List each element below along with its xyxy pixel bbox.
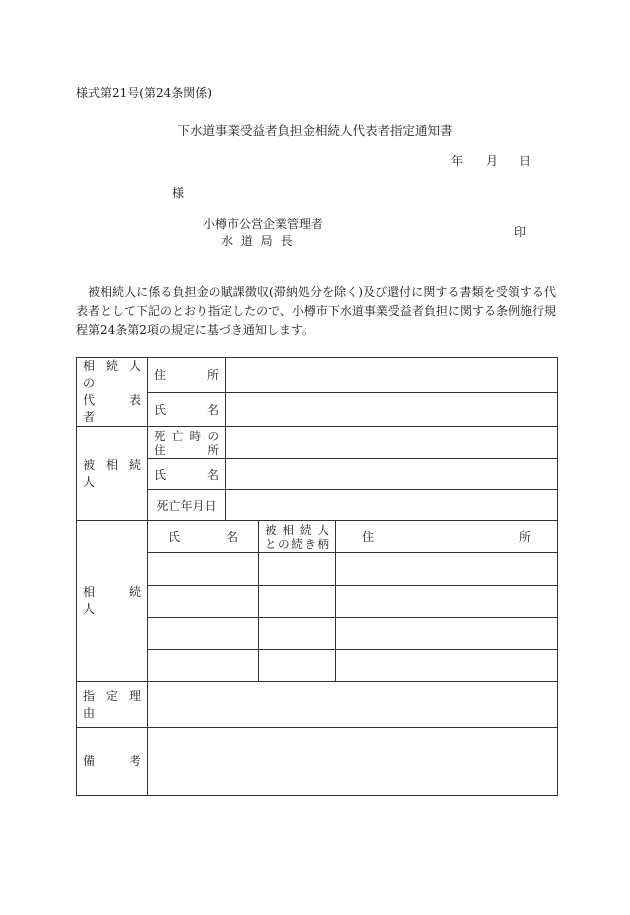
- deceased-name-label-2: 名: [206, 467, 219, 482]
- heir-address-field[interactable]: [336, 586, 558, 618]
- heir-row: [77, 618, 558, 650]
- representative-label-line2: 代 表 者: [83, 393, 154, 424]
- notice-body-text: 被相続人に係る負担金の賦課徴収(滞納処分を除く)及び還付に関する書類を受領する代表者として下記のとおり指定したので、小樽市下水道事業受益者負担に関する条例施行規程第24条第2項の規定に基づき通知します。: [76, 285, 556, 337]
- heirs-col-address-header: [336, 521, 558, 553]
- remarks-label-1: 備: [83, 754, 96, 768]
- heir-name-field[interactable]: [148, 650, 259, 682]
- rep-name-field[interactable]: [226, 392, 558, 427]
- heirs-col-name-header: [148, 521, 259, 553]
- rep-address-label-2: 所: [206, 368, 219, 383]
- heirs-col-name-2: 名: [225, 530, 238, 544]
- notice-table: [76, 357, 558, 796]
- heirs-col-relation-header: [259, 521, 336, 553]
- rep-address-field[interactable]: [226, 358, 558, 393]
- remarks-label-2: 考: [128, 754, 141, 768]
- rep-address-label: [148, 358, 226, 393]
- deceased-name-label: [148, 459, 226, 490]
- heir-relation-field[interactable]: [259, 553, 336, 586]
- heir-row: [77, 650, 558, 682]
- deceased-address-field[interactable]: [226, 427, 558, 459]
- remarks-label-cell: [77, 728, 148, 796]
- heir-address-field[interactable]: [336, 650, 558, 682]
- issuer-name: 水 道 局 長: [221, 234, 295, 248]
- form-number: 様式第21号(第24条関係): [76, 86, 212, 100]
- rep-name-label: [148, 392, 226, 427]
- representative-label-line1: 相 続 人 の: [83, 359, 141, 390]
- heir-name-field[interactable]: [148, 586, 259, 618]
- heir-address-field[interactable]: [336, 618, 558, 650]
- heirs-label-cell: [77, 521, 154, 682]
- deceased-address-label-2: 住 所: [154, 442, 219, 457]
- reason-field[interactable]: [148, 682, 558, 728]
- deceased-address-label: [148, 427, 226, 459]
- addressee-suffix: 様: [172, 186, 185, 200]
- heirs-col-name-1: 氏: [168, 530, 181, 544]
- deceased-date-label: 死亡年月日: [148, 490, 226, 521]
- reason-label-cell: [77, 682, 148, 728]
- date-month-label: 月: [486, 154, 499, 168]
- representative-label: [77, 358, 154, 427]
- seal-mark: 印: [514, 225, 527, 239]
- date-day-label: 日: [519, 154, 532, 168]
- heirs-col-relation-2: との続き柄: [265, 536, 329, 551]
- heir-name-field[interactable]: [148, 553, 259, 586]
- remarks-field[interactable]: [148, 728, 558, 796]
- heirs-col-address-1: 住: [362, 530, 375, 544]
- reason-label: 指 定 理 由: [83, 688, 141, 720]
- page-title: 下水道事業受益者負担金相続人代表者指定通知書: [177, 123, 453, 138]
- deceased-name-field[interactable]: [226, 459, 558, 490]
- deceased-label-cell: [77, 427, 148, 521]
- rep-address-label-1: 住: [154, 368, 167, 383]
- heir-row: [77, 553, 558, 586]
- deceased-name-label-1: 氏: [154, 467, 167, 482]
- heir-address-field[interactable]: [336, 553, 558, 586]
- heirs-col-relation-1: 被 相 続 人: [265, 522, 329, 537]
- deceased-date-field[interactable]: [226, 490, 558, 521]
- heir-relation-field[interactable]: [259, 650, 336, 682]
- rep-name-label-1: 氏: [154, 402, 167, 417]
- rep-name-label-2: 名: [206, 402, 219, 417]
- deceased-address-label-1: 死 亡 時 の: [154, 428, 219, 443]
- date-year-label: 年: [451, 154, 464, 168]
- heirs-col-address-2: 所: [519, 530, 532, 544]
- heir-relation-field[interactable]: [259, 586, 336, 618]
- deceased-label: 被 相 続 人: [83, 457, 141, 489]
- heir-name-field[interactable]: [148, 618, 259, 650]
- issuer-title: 小樽市公営企業管理者: [203, 217, 324, 231]
- heirs-label: 相 続 人: [83, 585, 154, 616]
- heir-relation-field[interactable]: [259, 618, 336, 650]
